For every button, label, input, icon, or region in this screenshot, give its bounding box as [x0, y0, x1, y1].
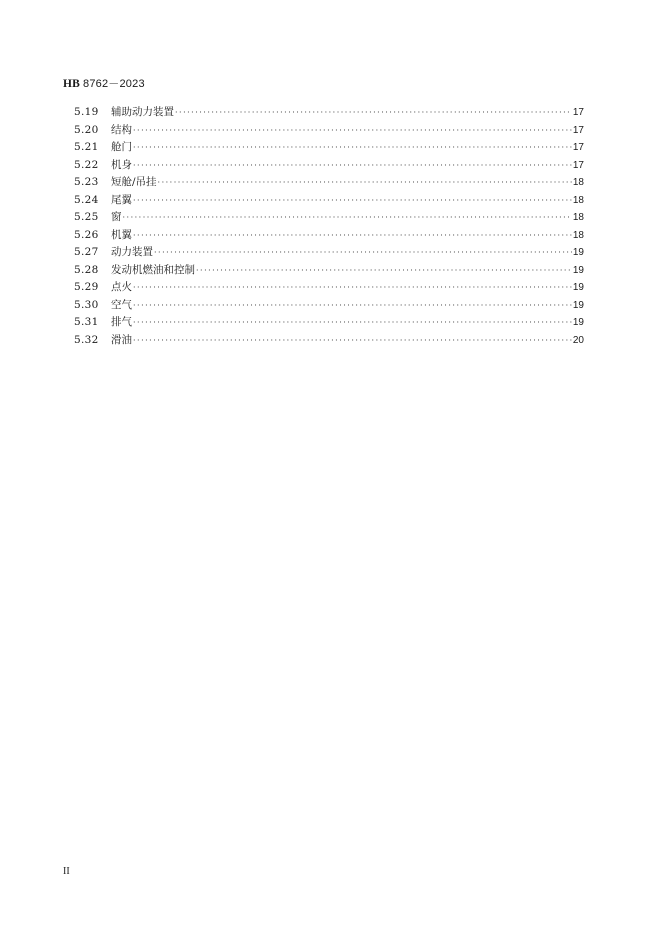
toc-entry-title: 窗 [111, 211, 122, 223]
toc-entry-title: 动力装置 [111, 246, 153, 258]
toc-leader-dots [133, 227, 572, 245]
toc-entry[interactable] [74, 314, 584, 332]
toc-entry-page: 19 [572, 282, 584, 293]
toc-entry-page: 20 [572, 334, 584, 346]
toc-entry-page: 17 [572, 159, 584, 171]
toc-entry-number: 5.27 [74, 246, 99, 258]
toc-leader-dots [133, 332, 572, 350]
toc-entry[interactable] [74, 157, 584, 175]
toc-leader-dots [175, 104, 572, 122]
toc-entry-number: 5.31 [74, 316, 99, 328]
toc-entry[interactable] [74, 297, 584, 315]
toc-entry-page: 19 [572, 317, 584, 328]
toc-entry-page: 17 [572, 124, 584, 136]
toc-entry-page: 19 [572, 247, 584, 258]
standard-number: 8762－2023 [83, 78, 145, 90]
toc-entry-title: 排气 [111, 316, 132, 328]
toc-leader-dots [123, 209, 572, 227]
toc-entry-title: 结构 [111, 123, 132, 136]
toc-entry-number: 5.20 [74, 123, 99, 136]
toc-leader-dots [133, 192, 572, 210]
toc-entry[interactable] [74, 192, 584, 210]
toc-entry-number: 5.23 [74, 176, 99, 188]
toc-entry-title: 辅助动力装置 [111, 106, 174, 118]
toc-leader-dots [133, 139, 572, 157]
toc-leader-dots [196, 262, 572, 280]
toc-entry[interactable] [74, 104, 584, 122]
toc-leader-dots [133, 314, 572, 332]
toc-entry-number: 5.28 [74, 263, 99, 276]
toc-entry-page: 17 [572, 142, 584, 153]
toc-leader-dots [133, 122, 572, 140]
toc-entry-number: 5.21 [74, 141, 99, 153]
toc-entry-title: 发动机燃油和控制 [111, 263, 195, 276]
toc-entry[interactable] [74, 227, 584, 245]
toc-entry[interactable] [74, 262, 584, 280]
standard-prefix: HB [63, 78, 81, 90]
toc-entry[interactable] [74, 139, 584, 157]
toc-leader-dots [133, 157, 572, 175]
toc-entry-title: 空气 [111, 298, 132, 311]
document-code [63, 75, 145, 91]
toc-entry-number: 5.30 [74, 298, 99, 311]
toc-entry-page: 18 [572, 212, 584, 223]
toc-entry[interactable] [74, 209, 584, 227]
toc-entry-number: 5.26 [74, 228, 99, 241]
toc-entry[interactable] [74, 174, 584, 192]
toc-entry-page: 18 [572, 177, 584, 188]
toc-entry-page: 18 [572, 194, 584, 206]
toc-entry-number: 5.19 [74, 106, 99, 118]
toc-entry-title: 机翼 [111, 228, 132, 241]
toc-entry-page: 18 [572, 229, 584, 241]
toc-entry-page: 19 [572, 264, 584, 276]
toc-entry-page: 17 [572, 107, 584, 118]
toc-entry-title: 短舱/吊挂 [111, 176, 157, 188]
toc-entry-title: 机身 [111, 158, 132, 171]
toc-entry-title: 尾翼 [111, 193, 132, 206]
toc-entry-page: 19 [572, 299, 584, 311]
toc-entry-number: 5.24 [74, 193, 99, 206]
toc-entry-number: 5.32 [74, 333, 99, 346]
toc-entry[interactable] [74, 244, 584, 262]
toc-entry-title: 点火 [111, 281, 132, 293]
toc-entry-number: 5.22 [74, 158, 99, 171]
toc-entry[interactable] [74, 279, 584, 297]
toc-entry[interactable] [74, 332, 584, 350]
toc-leader-dots [154, 244, 572, 262]
toc-leader-dots [158, 174, 572, 192]
toc-leader-dots [133, 279, 572, 297]
page-number: II [63, 866, 70, 877]
toc-entry-number: 5.29 [74, 281, 99, 293]
toc-entry[interactable] [74, 122, 584, 140]
toc-entry-number: 5.25 [74, 211, 99, 223]
toc-entry-title: 舱门 [111, 141, 132, 153]
toc-entry-title: 滑油 [111, 333, 132, 346]
table-of-contents [74, 104, 584, 349]
toc-leader-dots [133, 297, 572, 315]
